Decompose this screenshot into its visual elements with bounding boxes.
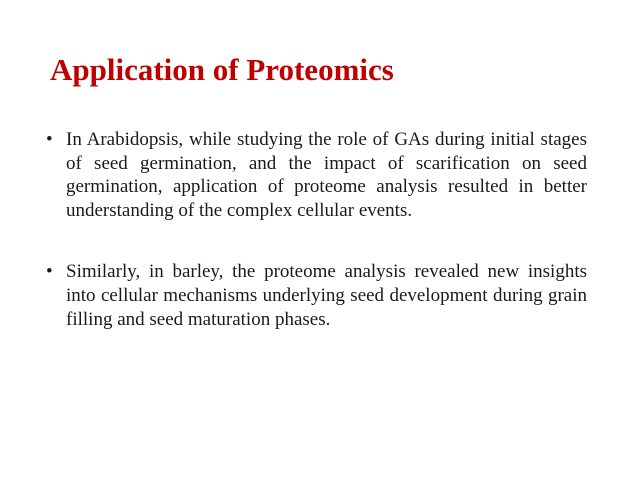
bullet-text: Similarly, in barley, the proteome analysis revealed new insights into cellular mechanisms underlying seed development during grain filling and seed maturation phases. bbox=[66, 261, 587, 330]
bullet-item bbox=[46, 128, 587, 222]
bullet-item bbox=[46, 260, 587, 331]
bullet-dot-icon: • bbox=[46, 129, 53, 150]
bullet-text: In Arabidopsis, while studying the role of GAs during initial stages of seed germination, and the impact of scarification on seed germination, application of proteome analysis resulted in better understanding of the complex cellular events. bbox=[66, 129, 587, 221]
bullet-dot-icon: • bbox=[46, 261, 53, 283]
slide-title: Application of Proteomics bbox=[50, 52, 394, 87]
bullet-list bbox=[46, 128, 587, 331]
